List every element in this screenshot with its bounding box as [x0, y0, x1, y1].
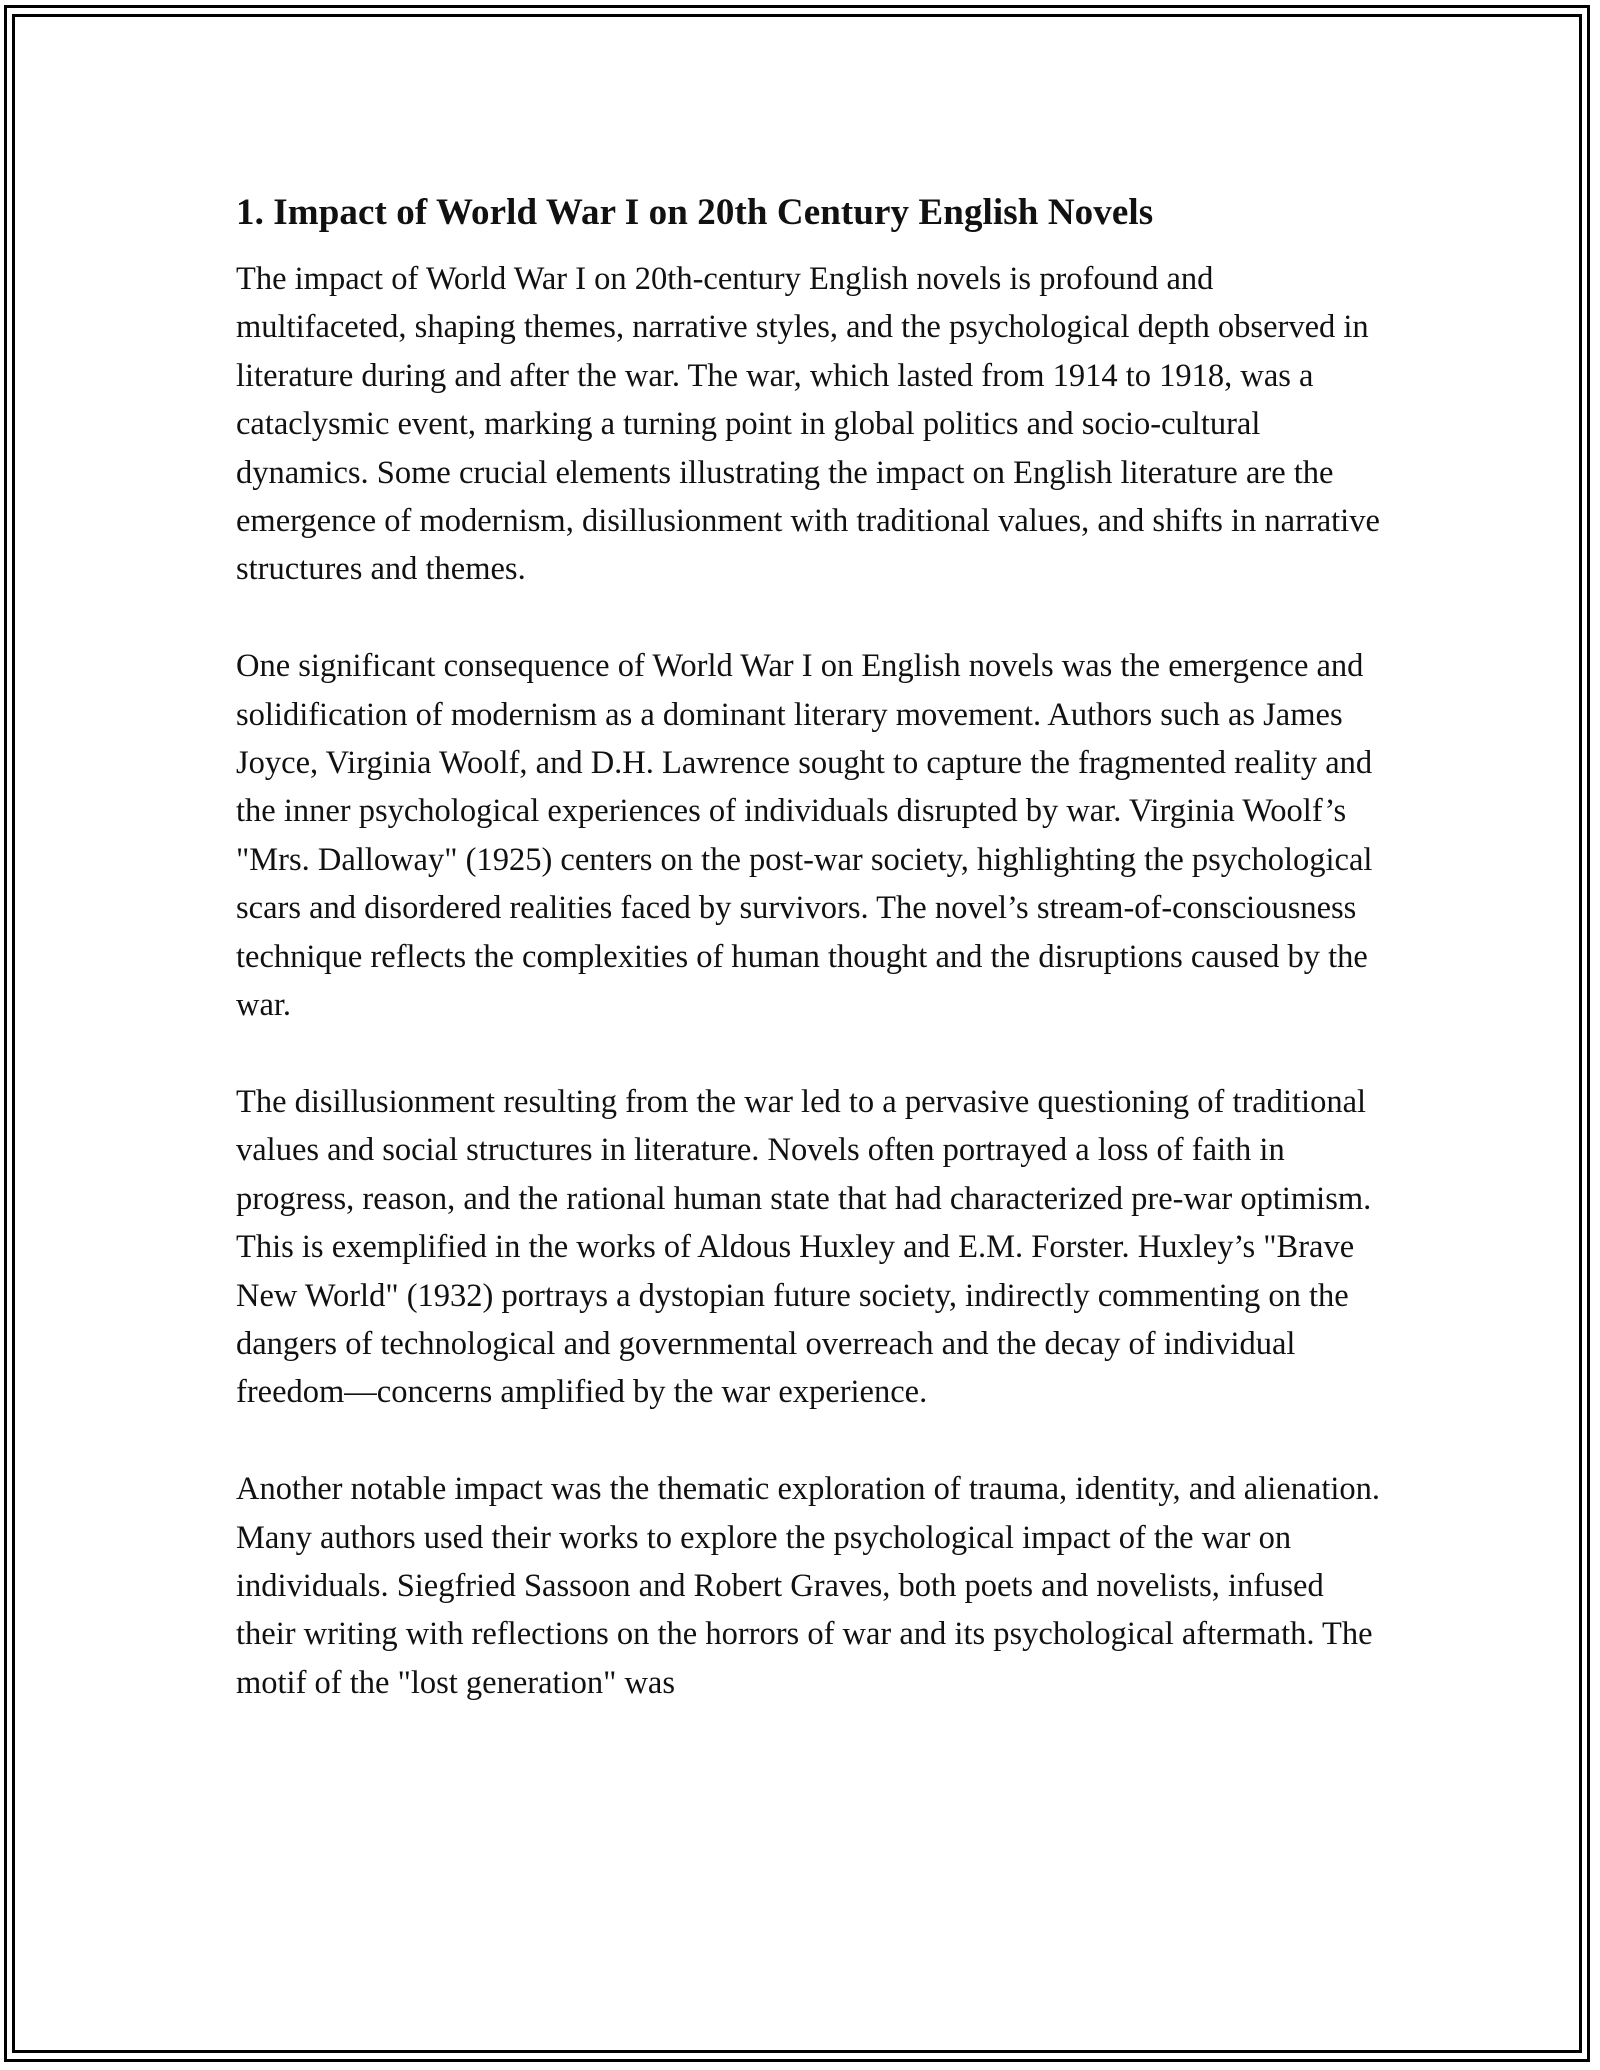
paragraph-disillusionment: The disillusionment resulting from the war led to a pervasive questioning of traditional values and social structures in literature. Novels often portrayed a loss of faith in progress, reason, and the rational human state that had characterized pre-war optimism. This is exemplified in the works of Aldous Huxley and E.M. Forster. Huxley’s "Brave New World" (1932) portrays a dystopian future society, indirectly commenting on the dangers of technological and governmental overreach and the decay of individual freedom—concerns amplified by the war experience.: [236, 1083, 1372, 1411]
section-title: 1. Impact of World War I on 20th Century English Novels: [236, 192, 1154, 233]
paragraph-intro: The impact of World War I on 20th-century English novels is profound and multifaceted, shaping themes, narrative styles, and the psychological depth observed in literature during and after the war. The war, which lasted from 1914 to 1918, was a cataclysmic event, marking a turning point in global politics and socio-cultural dynamics. Some crucial elements illustrating the impact on English literature are the emergence of modernism, disillusionment with traditional values, and shifts in narrative structures and themes.: [236, 261, 1380, 588]
paragraph-trauma: Another notable impact was the thematic exploration of trauma, identity, and alienation. Many authors used their works to explore the psychological impact of the war on individuals. Siegfried Sassoon and Robert Graves, both poets and novelists, infused their writing with reflections on the horrors of war and its psychological aftermath. The motif of the "lost generation" was: [236, 1471, 1381, 1701]
paragraph-modernism: One significant consequence of World War I on English novels was the emergence and solidification of modernism as a dominant literary movement. Authors such as James Joyce, Virginia Woolf, and D.H. Lawrence sought to capture the fragmented reality and the inner psychological experiences of individuals disrupted by war. Virginia Woolf’s "Mrs. Dalloway" (1925) centers on the post-war society, highlighting the psychological scars and disordered realities faced by survivors. The novel’s stream-of-consciousness technique reflects the complexities of human thought and the disruptions caused by the war.: [236, 648, 1373, 1024]
document-body: [236, 183, 1386, 1756]
